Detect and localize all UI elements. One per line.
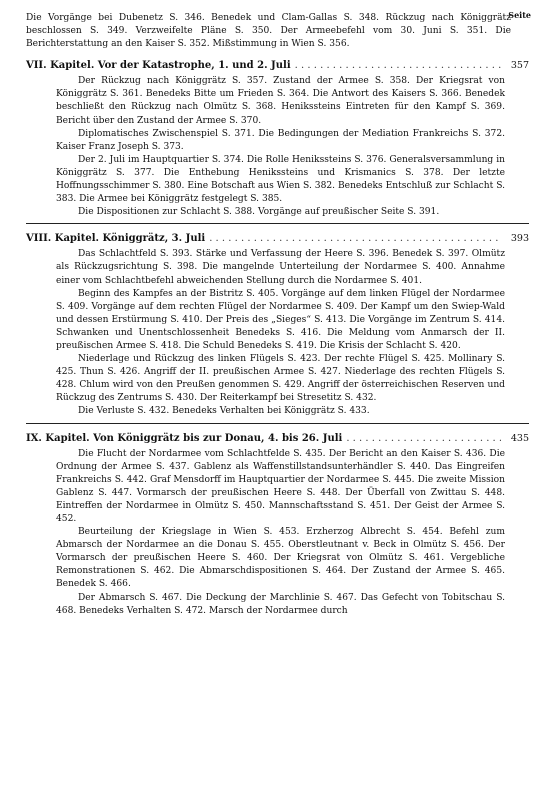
leader-dots [209,232,501,246]
chapter-page-number: 435 [510,432,529,444]
chapter-page-number: 393 [510,233,529,245]
chapter-title: VIII. Kapitel. Königgrätz, 3. Juli [26,233,206,245]
summary-paragraph: Beurteilung der Kriegslage in Wien S. 453. Erzherzog Albrecht S. 454. Befehl zum Abmarsch der Nordarmee an die Donau S. 455. Oberstleutnant v. Beck in Olmütz S. 456. Der Vormarsch der preußischen Heere S. 460. Der Kriegsrat von Olmütz S. 461. Vergebliche Remonstrationen S. 462. Die Abmarschdispositionen S. 464. Der Zustand der Armee S. 465. Benedek S. 466. [56,527,505,590]
section-divider [26,423,529,424]
chapter-page-number: 357 [510,60,529,72]
summary-paragraph: Diplomatisches Zwischenspiel S. 371. Die Bedingungen der Mediation Frankreichs S. 372. Kaiser Franz Joseph S. 373. [56,128,505,152]
chapter-7-summary [26,75,529,219]
chapter-title: IX. Kapitel. Von Königgrätz bis zur Donau, 4. bis 26. Juli [26,432,343,444]
chapter-heading-9 [26,432,529,446]
summary-paragraph: Der Abmarsch S. 467. Die Deckung der Marchlinie S. 467. Das Gefecht von Tobitschau S. 468. Benedeks Verhalten S. 472. Marsch der Nordarmee durch [56,592,505,616]
summary-paragraph: Die Flucht der Nordarmee vom Schlachtfelde S. 435. Der Bericht an den Kaiser S. 436. Die Ordnung der Armee S. 437. Gablenz als Waffenstillstandsunterhändler S. 440. Das Eingreifen Frankreichs S. 442. Graf Mensdorff im Hauptquartier der Nordarmee S. 445. Die zweite Mission Gablenz S. 447. Vormarsch der preußischen Heere S. 448. Der Überfall von Zwittau S. 448. Eintreffen der Nordarmee in Olmütz S. 450. Mannschaftsstand S. 451. Der Geist der Armee S. 452. [56,448,505,524]
summary-paragraph: Die Dispositionen zur Schlacht S. 388. Vorgänge auf preußischer Seite S. 391. [78,207,440,218]
summary-paragraph: Die Verluste S. 432. Benedeks Verhalten bei Königgrätz S. 433. [78,406,370,417]
chapter-8-summary [26,248,529,418]
summary-paragraph: Der Rückzug nach Königgrätz S. 357. Zustand der Armee S. 358. Der Kriegsrat von Königgrätz S. 361. Benedeks Bitte um Frieden S. 364. Die Antwort des Kaisers S. 366. Benedek beschließt den Rückzug nach Olmütz S. 368. Henikssteins Eintreten für den Kampf S. 369. Bericht über den Zustand der Armee S. 370. [56,76,505,126]
chapter-heading-7 [26,59,529,73]
chapter-9-summary [26,448,529,618]
summary-paragraph: Das Schlachtfeld S. 393. Stärke und Verfassung der Heere S. 396. Benedek S. 397. Olmütz als Rückzugsrichtung S. 398. Die mangelnde Unterteilung der Nordarmee S. 400. Annahme einer vom Schlachtbefehl abweichenden Stellung durch die Nordarmee S. 401. [56,249,505,286]
leader-dots [346,432,501,446]
page-column-header: Seite [508,10,531,20]
section-divider [26,223,529,224]
summary-paragraph: Niederlage und Rückzug des linken Flügels S. 423. Der rechte Flügel S. 425. Mollinary S. 425. Thun S. 426. Angriff der II. preußischen Armee S. 427. Niederlage des rechten Flügels S. 428. Chlum wird von den Preußen genommen S. 429. Angriff der österreichischen Reserven und Rückzug des Zentrums S. 430. Der Reiterkampf bei Stresetitz S. 432. [56,354,505,404]
summary-paragraph: Der 2. Juli im Hauptquartier S. 374. Die Rolle Henikssteins S. 376. Generalsversammlung in Königgrätz S. 377. Die Enthebung Henikssteins und Krismanics S. 378. Der letzte Hoffnungsschimmer S. 380. Eine Botschaft aus Wien S. 382. Benedeks Entschluß zur Schlacht S. 383. Die Armee bei Königgrätz festgelegt S. 385. [56,154,505,205]
leader-dots [295,59,501,73]
summary-paragraph: Beginn des Kampfes an der Bistritz S. 405. Vorgänge auf dem linken Flügel der Nordarmee S. 409. Vorgänge auf dem rechten Flügel der Nordarmee S. 409. Der Kampf um den Swiep-Wald und dessen Erstürmung S. 410. Der Preis des „Sieges“ S. 413. Die Vorgänge im Zentrum S. 414. Schwanken und Unentschlossenheit Benedeks S. 416. Die Meldung vom Anmarsch der II. preußischen Armee S. 418. Die Schuld Benedeks S. 419. Die Krisis der Schlacht S. 420. [56,288,505,351]
intro-paragraph: Die Vorgänge bei Dubenetz S. 346. Benedek und Clam-Gallas S. 348. Rückzug nach Königgrätz beschlossen S. 349. Verzweifelte Pläne S. 350. Der Armeebefehl vom 30. Juni S. 351. Die Berichterstattung an den Kaiser S. 352. Mißstimmung in Wien S. 356. [26,13,511,50]
chapter-title: VII. Kapitel. Vor der Katastrophe, 1. und 2. Juli [26,60,291,72]
chapter-heading-8 [26,232,529,246]
